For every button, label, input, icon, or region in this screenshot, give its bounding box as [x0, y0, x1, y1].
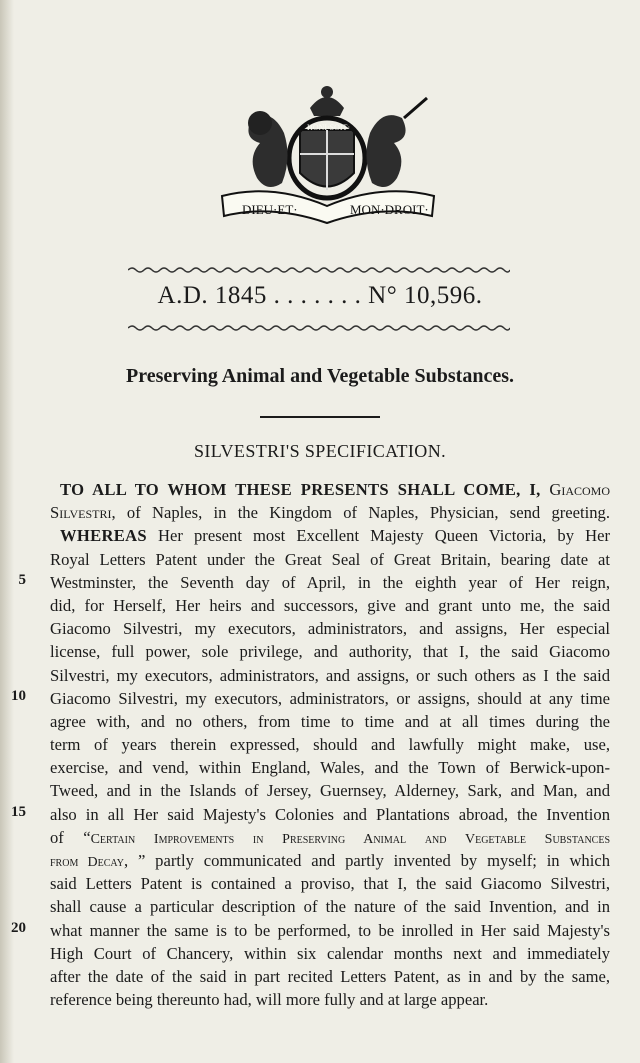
patent-number: N° 10,596.: [368, 282, 483, 309]
line-number: 10: [11, 688, 26, 704]
text-line: High Court of Chancery, within six calendar months next and immediately: [50, 943, 610, 963]
text-line: exercise, and vend, within England, Wales, and the Town of Berwick-upon-: [50, 758, 610, 778]
text-line: said Letters Patent is contained a proviso, that I, the said Giacomo Silvestri,: [50, 874, 610, 894]
specification-title: SILVESTRI'S SPECIFICATION.: [193, 441, 447, 461]
top-ornamental-rule: [128, 266, 510, 274]
royal-coat-of-arms-icon: [212, 78, 442, 228]
short-divider: [260, 416, 380, 418]
page-edge-shadow: [0, 0, 14, 1063]
text-line: WHEREAS Her present most Excellent Majesty Queen Victoria, by Her: [60, 526, 610, 546]
line-number: 15: [11, 804, 26, 820]
text-line: of “Certain Improvements in Preserving Animal and Vegetable Substances: [50, 827, 610, 847]
text-line: TO ALL TO WHOM THESE PRESENTS SHALL COME, I, Giacomo: [60, 480, 610, 499]
text-line: Giacomo Silvestri, my executors, administrators, or assigns, should at any time: [50, 688, 610, 708]
text-line: also in all Her said Majesty's Colonies and Plantations abroad, the Invention: [50, 804, 610, 824]
text-line: after the date of the said in part recited Letters Patent, as in and by the same,: [50, 966, 610, 986]
patent-heading: [0, 282, 640, 310]
bottom-ornamental-rule: [128, 324, 510, 332]
text-line: shall cause a particular description of the nature of the said Invention, and in: [50, 897, 610, 917]
line-number: 20: [11, 920, 26, 936]
text-line: Silvestri, my executors, administrators, and assigns, or such others as I the said: [50, 665, 610, 685]
garter-text: HONI·SOIT·: [307, 123, 351, 132]
text-line: reference being thereunto had, will more fully and at large appear.: [50, 990, 489, 1010]
heading-dots: . . . . . . .: [273, 282, 362, 309]
text-line: did, for Herself, Her heirs and successors, give and grant unto me, the said: [50, 595, 610, 615]
patent-subject: Preserving Animal and Vegetable Substances.: [126, 365, 514, 387]
motto-left: DIEU·ET·: [242, 202, 298, 217]
text-line: Giacomo Silvestri, my executors, administrators, and assigns, Her especial: [50, 619, 610, 639]
motto-right: MON·DROIT·: [350, 202, 429, 217]
text-line: Royal Letters Patent under the Great Seal of Great Britain, bearing date at: [50, 549, 610, 569]
text-line: Silvestri, of Naples, in the Kingdom of Naples, Physician, send greeting.: [50, 503, 610, 523]
line-number: 5: [18, 572, 26, 588]
text-line: Tweed, and in the Islands of Jersey, Guernsey, Alderney, Sark, and Man, and: [50, 781, 610, 801]
text-line: term of years therein expressed, should and lawfully might make, use,: [50, 735, 610, 755]
patent-year: A.D. 1845: [157, 282, 267, 309]
text-line: license, full power, sole privilege, and authority, that I, the said Giacomo: [50, 642, 610, 662]
specification-body: [50, 478, 610, 1011]
text-line: from Decay, ” partly communicated and partly invented by myself; in which: [50, 851, 611, 870]
text-line: Westminster, the Seventh day of April, in the eighth year of Her reign,: [50, 572, 610, 592]
text-line: what manner the same is to be performed, to be inrolled in Her said Majesty's: [50, 920, 610, 940]
text-line: agree with, and no others, from time to time and at all times during the: [50, 711, 610, 731]
